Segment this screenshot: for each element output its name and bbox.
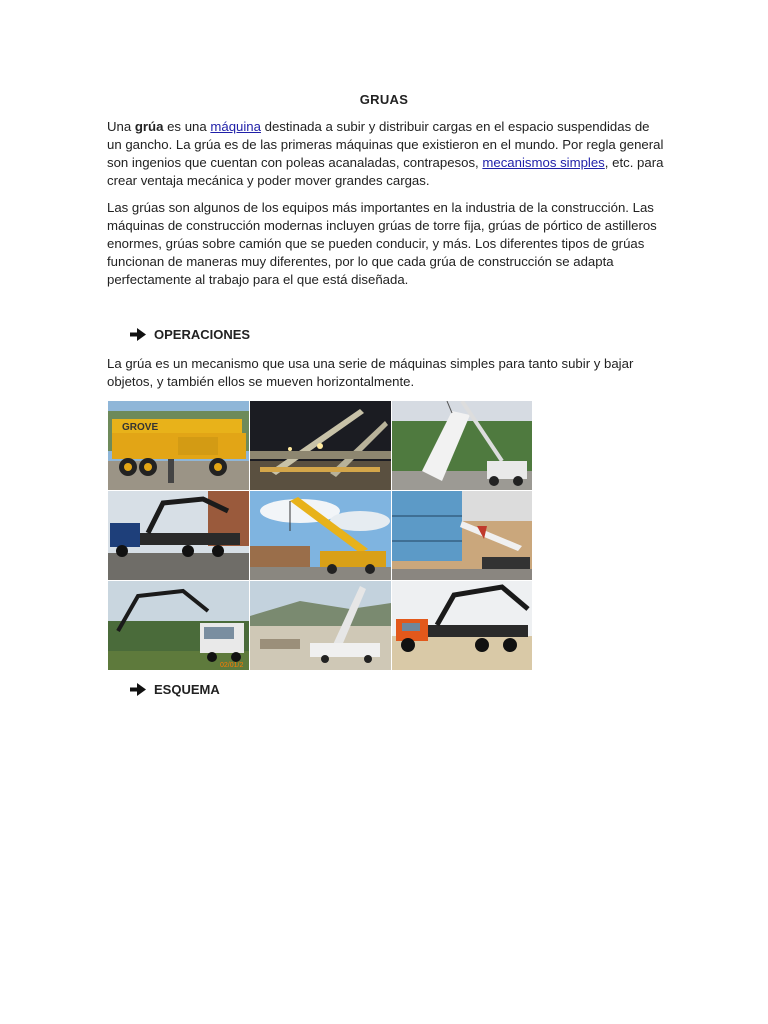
arrow-right-icon <box>130 328 146 341</box>
photo-crane-trees <box>108 581 249 670</box>
arrow-right-icon <box>130 683 146 696</box>
intro-paragraph <box>107 118 667 190</box>
photo-yellow-crane-sky <box>250 491 391 580</box>
photo-grove-crane <box>108 401 249 490</box>
esquema-heading <box>130 682 220 697</box>
photo-orange-truck-crane <box>392 581 532 670</box>
crane-photo-collage <box>108 401 532 670</box>
photo-date-stamp: 02/01/2 <box>220 662 244 669</box>
page-title: GRUAS <box>359 92 409 107</box>
photo-tank-lift <box>392 401 532 490</box>
esquema-label: ESQUEMA <box>154 682 220 697</box>
grove-logo-text: GROVE <box>122 422 159 433</box>
photo-building-crane <box>392 491 532 580</box>
operation-paragraph: La grúa es un mecanismo que usa una serie de máquinas simples para tanto subir y bajar objetos, y también ellos se mueven horizontalmente. <box>107 356 634 389</box>
mecanismos-simples-link[interactable]: mecanismos simples <box>482 155 605 170</box>
intro-text-2: es una <box>163 119 211 134</box>
intro-bold-term: grúa <box>134 119 164 134</box>
photo-night-crane <box>250 401 391 490</box>
operaciones-heading <box>130 327 250 342</box>
intro-text-1: Una <box>107 119 135 134</box>
maquina-link[interactable]: máquina <box>210 119 261 134</box>
intro-text-4: , etc. para crear ventaja mecánica y poder mover grandes cargas. <box>107 155 664 188</box>
photo-telescopic-crane <box>250 581 391 670</box>
industry-paragraph: Las grúas son algunos de los equipos más importantes en la industria de la construcción. Las máquinas de construcción modernas incluyen grúas de torre fija, grúas de pórtico de astilleros enormes, grúas sobre camión que se pueden conducir, y más. Los diferentes tipos de grúas funcionan de maneras muy diferentes, por lo que cada grúa de construcción se adapta perfectamente al trabajo para el que está diseñada. <box>107 200 657 287</box>
intro-text-3: destinada a subir y distribuir cargas en el espacio suspendidas de un gancho. La grúa es de las primeras máquinas que existieron en el mundo. Por regla general son ingenios que cuentan con poleas acanaladas, contrapesos, <box>107 119 664 170</box>
photo-blue-truck-crane <box>108 491 249 580</box>
operaciones-label: OPERACIONES <box>154 327 251 342</box>
